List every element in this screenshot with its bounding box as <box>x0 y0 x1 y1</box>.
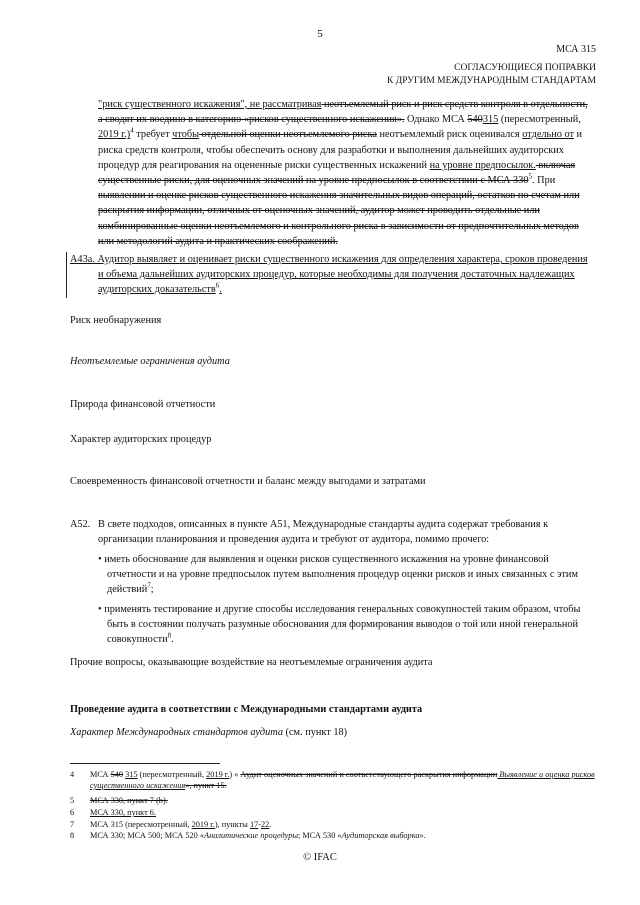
bullet-item <box>98 602 610 648</box>
text-run: Аудиторская выборка <box>341 831 420 840</box>
text-run: МСА 330, пункт 7 (b). <box>90 796 168 805</box>
paragraph-label: A43a. <box>70 254 95 265</box>
paragraph-a52 <box>98 517 610 547</box>
text-run: Аудит оценочных значений и соответствующего раскрытия информации <box>240 770 498 779</box>
heading-detection-risk: Риск необнаружения <box>70 315 162 326</box>
heading-conduct-audit: Проведение аудита в соответствии с Международными стандартами аудита <box>70 704 423 715</box>
text-run: МСА <box>90 770 111 779</box>
footnote-number: 7 <box>70 820 75 829</box>
page-number: 5 <box>317 28 323 40</box>
text-line: быть в состоянии получать разумные обоснования для формирования выводов о той или иной генеральной <box>107 619 579 631</box>
text-run: Выявление и оценка рисков <box>497 770 595 779</box>
paragraph-label-a52: A52. <box>70 519 91 530</box>
text-run: (см. пункт 18) <box>282 727 348 738</box>
text-run: включая <box>535 159 576 171</box>
text-run: "риск существенного искажения", не рассматривая <box>98 99 322 110</box>
footnote-ref: 8 <box>167 631 172 640</box>
footer-copyright: © IFAC <box>303 852 337 863</box>
text-line: отчетности и на уровне предпосылок путем выполнения процедур оценки рисков и иных связанных с этим <box>107 569 578 581</box>
text-run: 2019 г. <box>206 770 230 779</box>
footnote-4 <box>70 770 610 792</box>
text-run: 540 <box>110 770 124 779</box>
text-run: 540 <box>467 114 483 126</box>
footnote-number: 5 <box>70 796 75 805</box>
footnote-ref: 6 <box>215 281 220 290</box>
heading-nature-isa <box>70 726 347 740</box>
text-run: ; МСА 530 « <box>297 831 342 840</box>
text-run: совокупности <box>107 634 168 646</box>
text-run: отдельной оценки неотъемлемого риска <box>199 129 377 141</box>
text-line: или методологий аудита и практических соображений. <box>98 235 338 247</box>
heading-proc-nature: Характер аудиторских процедур <box>70 434 212 445</box>
footnote-5 <box>70 796 610 807</box>
header-title-line1: СОГЛАСУЮЩИЕСЯ ПОПРАВКИ <box>454 63 596 73</box>
text-run: аудиторских доказательств <box>98 284 216 296</box>
text-run: . При <box>532 175 556 187</box>
footnote-7 <box>70 820 610 831</box>
text-run: 315 <box>482 114 499 126</box>
text-run: Аудитор выявляет и оценивает риски существенного искажения для определения характера, сроков проведения <box>94 254 588 265</box>
footnote-6 <box>70 808 610 819</box>
footnote-ref: 4 <box>130 126 134 135</box>
text-run: », пункт 15. <box>185 781 227 790</box>
text-run: (пересмотренный, <box>137 770 207 779</box>
text-run: МСА 330, пункт 6. <box>90 808 157 817</box>
text-run: ), пункты <box>214 820 250 829</box>
text-run: Аналитические процедуры <box>204 831 298 840</box>
text-run: ». <box>419 831 426 840</box>
text-run: . <box>269 820 272 829</box>
text-line: организации планирования и проведения аудита и требуют от аудитора, помимо прочего: <box>98 534 490 546</box>
footnote-ref: 5 <box>528 172 533 181</box>
text-run: 2019 г. <box>191 820 215 829</box>
text-run: существенные риски, для оценочных значений на уровне предпосылок в соответствии с МСА 330 <box>98 175 529 187</box>
text-run: МСА 315 (пересмотренный, <box>90 820 192 829</box>
text-run: . <box>219 284 222 296</box>
footnote-number: 4 <box>70 770 75 779</box>
running-header <box>387 43 596 88</box>
bullet-glyph: • <box>98 554 102 565</box>
text-run: неотъемлемый риск оценивался <box>376 129 523 141</box>
text-run: ; <box>150 584 154 596</box>
text-run: действий <box>107 584 148 596</box>
text-run: 315 <box>125 770 138 779</box>
text-run: . <box>171 634 174 646</box>
text-run: отдельно от <box>522 129 574 141</box>
text-run: - <box>258 820 262 829</box>
heading-inherent-limits: Неотъемлемые ограничения аудита <box>70 356 230 367</box>
text-run: ) « <box>229 770 241 779</box>
text-run: (пересмотренный, <box>498 114 581 126</box>
text-line: В свете подходов, описанных в пункте А51, Международные стандарты аудита содержат требования к <box>98 519 549 530</box>
text-line: риска средств контроля, чтобы обеспечить основу для разработки и выполнения дальнейших аудиторских <box>98 144 564 156</box>
text-run: Однако МСА <box>404 114 468 126</box>
text-run: чтобы <box>172 129 200 141</box>
heading-timeliness: Своевременность финансовой отчетности и баланс между выгодами и затратами <box>70 476 426 487</box>
text-run: на уровне предпосылок. <box>429 159 536 171</box>
heading-fin-nature: Природа финансовой отчетности <box>70 399 216 410</box>
text-line: комбинированные оценки неотъемлемого и контрольного риска в зависимости от предпочтительных методов <box>98 220 579 232</box>
text-run: а сводят их воедино в категорию «рисков существенного искажения». <box>98 114 405 126</box>
text-run: 2019 г.) <box>98 129 131 141</box>
doc-code: МСА 315 <box>556 44 596 55</box>
text-line: и объема дальнейших аудиторских процедур, которые необходимы для получения достаточных надлежащих <box>98 269 575 281</box>
text-run: существенного искажения <box>90 781 186 790</box>
text-line: раскрытия информации, отличных от оценочных значений, аудитор может проводить отдельные или <box>98 205 540 217</box>
text-line: выявлении и оценке рисков существенного искажения значительных видов операций, остатков по счетам или <box>98 190 580 202</box>
footnote-8 <box>70 831 610 842</box>
heading-other-matters: Прочие вопросы, оказывающие воздействие на неотъемлемые ограничения аудита <box>70 657 433 668</box>
text-run: МСА 330; МСА 500; МСА 520 « <box>90 831 205 840</box>
text-run: Характер Международных стандартов аудита <box>70 727 283 738</box>
text-run: 22 <box>261 820 270 829</box>
text-run: иметь обоснование для выявления и оценки рисков существенного искажения на уровне финансовой <box>104 554 549 565</box>
footnote-number: 6 <box>70 808 75 817</box>
header-title-line2: К ДРУГИМ МЕЖДУНАРОДНЫМ СТАНДАРТАМ <box>387 76 596 86</box>
bullet-glyph: • <box>98 604 102 615</box>
text-run: требует <box>133 129 173 141</box>
paragraph-risk-assessment <box>98 97 610 249</box>
change-bar <box>66 252 67 298</box>
footnote-ref: 7 <box>147 581 151 590</box>
text-run: 17 <box>249 820 259 829</box>
text-run: применять тестирование и другие способы исследования генеральных совокупностей таким образом, чтобы <box>104 604 581 615</box>
text-run: и <box>573 129 583 141</box>
footnote-rule <box>70 763 220 764</box>
text-run: процедур для реагирования на оцененные риски существенных искажений <box>98 159 430 171</box>
text-run: неотъемлемый риск и риск средств контроля в отдельности, <box>321 99 588 110</box>
footnote-number: 8 <box>70 831 75 840</box>
paragraph-a43a <box>70 252 610 298</box>
bullet-item <box>98 552 610 598</box>
